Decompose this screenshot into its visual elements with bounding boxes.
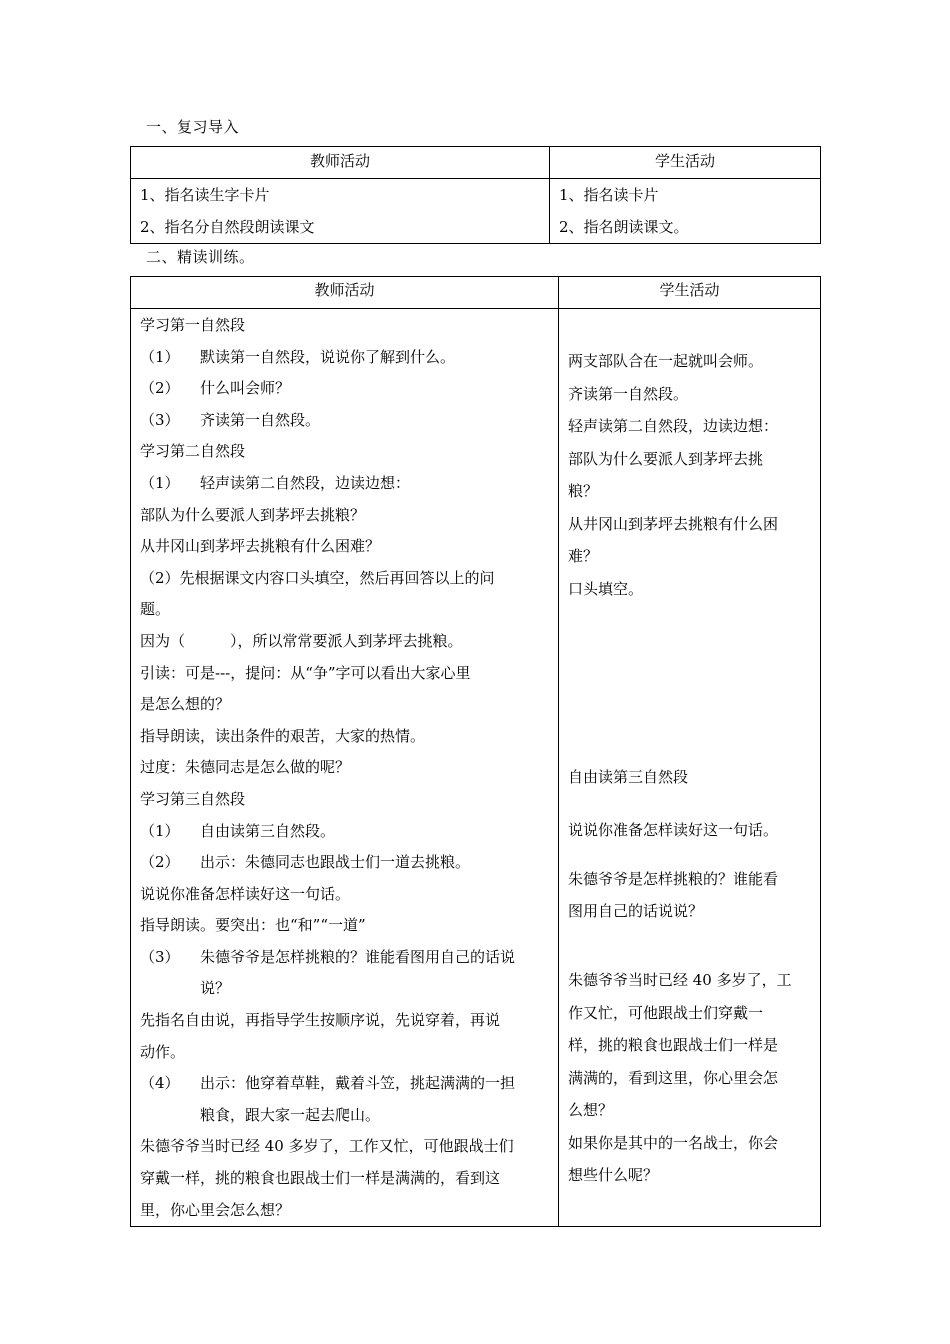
student-line: 粮？ — [568, 482, 599, 500]
teacher-line: 粮食，跟大家一起去爬山。 — [200, 1105, 381, 1124]
student-line: 部队为什么要派人到茅坪去挑 — [568, 449, 764, 468]
student-line: 想些什么呢？ — [568, 1166, 659, 1184]
item-number: （3） — [140, 410, 180, 429]
teacher-line: 学习第二自然段 — [140, 442, 246, 461]
teacher-line: 朱德爷爷当时已经 40 多岁了，工作又忙，可他跟战士们 — [140, 1137, 514, 1156]
teacher-line: （2） 什么叫会师？ — [140, 373, 558, 405]
student-line: 作又忙，可他跟战士们穿戴一 — [568, 1003, 764, 1022]
section2-heading: 二、精读训练。 — [146, 248, 255, 266]
teacher-line: 学习第三自然段 — [140, 789, 246, 808]
teacher-line: 先指名自由说，再指导学生按顺序说，先说穿着，再说 — [140, 1011, 501, 1030]
student-line: 口头填空。 — [568, 579, 644, 598]
teacher-line: 题。 — [140, 600, 171, 619]
teacher-activity-cell — [131, 309, 559, 1227]
teacher-activity-header: 教师活动 — [131, 147, 550, 179]
teacher-line: 因为（ ），所以常常要派人到茅坪去挑粮。 — [140, 631, 463, 650]
student-line: 图用自己的话说说？ — [568, 902, 704, 920]
teacher-line: 指导朗读，读出条件的艰苦，大家的热情。 — [140, 726, 426, 745]
section1-heading: 一、复习导入 — [146, 118, 240, 136]
teacher-line: （1） 自由读第三自然段。 — [140, 816, 558, 848]
teacher-line: （1） 默读第一自然段，说说你了解到什么。 — [140, 342, 558, 374]
student-line: 如果你是其中的一名战士，你会 — [568, 1133, 779, 1152]
student-line: 两支部队合在一起就叫会师。 — [568, 352, 764, 370]
review-table — [130, 146, 821, 244]
item-number: （3） — [140, 947, 180, 966]
teacher-line: （3） 朱德爷爷是怎样挑粮的？谁能看图用自己的话说 — [140, 942, 558, 974]
student-line: 轻声读第二自然段，边读边想： — [568, 417, 779, 435]
student-line: 样，挑的粮食也跟战士们一样是 — [568, 1036, 779, 1054]
student-line: 难？ — [568, 547, 599, 565]
teacher-line: （4） 出示：他穿着草鞋，戴着斗笠，挑起满满的一担 — [140, 1068, 558, 1100]
student-line: 说说你准备怎样读好这一句话。 — [568, 821, 779, 839]
teacher-line: 说？ — [200, 979, 231, 998]
student-line: 1、指名读卡片 — [559, 186, 659, 204]
student-line: 2、指名朗读课文。 — [559, 218, 689, 236]
teacher-line: 穿戴一样，挑的粮食也跟战士们一样是满满的，看到这 — [140, 1169, 501, 1188]
teacher-line: 学习第一自然段 — [140, 316, 246, 334]
item-number: （1） — [140, 821, 180, 840]
student-line: 么想？ — [568, 1101, 614, 1119]
student-line: 从井冈山到茅坪去挑粮有什么困 — [568, 514, 779, 533]
teacher-line: 指导朗读。要突出：也“和”“一道” — [140, 916, 366, 935]
student-activity-cell — [559, 309, 821, 1227]
student-line: 朱德爷爷当时已经 40 多岁了，工 — [568, 971, 792, 989]
teacher-line: （3） 齐读第一自然段。 — [140, 405, 558, 437]
teacher-line: 2、指名分自然段朗读课文 — [140, 218, 315, 236]
student-activity-cell — [550, 179, 821, 244]
intensive-reading-table — [130, 276, 821, 1227]
teacher-line: 部队为什么要派人到茅坪去挑粮？ — [140, 505, 366, 524]
item-number: （2） — [140, 379, 180, 398]
teacher-line: （1） 轻声读第二自然段，边读边想： — [140, 468, 558, 500]
item-number: （2） — [140, 853, 180, 872]
teacher-line: （2）先根据课文内容口头填空，然后再回答以上的问 — [140, 568, 495, 587]
student-activity-header: 学生活动 — [550, 147, 821, 179]
teacher-line: 动作。 — [140, 1042, 186, 1061]
item-number: （4） — [140, 1074, 180, 1093]
item-number: （1） — [140, 473, 180, 492]
student-line: 自由读第三自然段 — [568, 768, 689, 786]
teacher-line: 里，你心里会怎么想？ — [140, 1200, 291, 1219]
teacher-line: 过度：朱德同志是怎么做的呢？ — [140, 758, 351, 777]
teacher-line: 从井冈山到茅坪去挑粮有什么困难？ — [140, 537, 381, 556]
item-number: （1） — [140, 347, 180, 366]
student-line: 满满的，看到这里，你心里会怎 — [568, 1068, 779, 1087]
teacher-activity-header: 教师活动 — [131, 277, 559, 309]
teacher-line: 是怎么想的？ — [140, 695, 231, 714]
teacher-line: （2） 出示：朱德同志也跟战士们一道去挑粮。 — [140, 847, 558, 879]
student-activity-header: 学生活动 — [559, 277, 821, 309]
teacher-line: 引读：可是---，提问：从“争”字可以看出大家心里 — [140, 663, 471, 682]
student-line: 朱德爷爷是怎样挑粮的？谁能看 — [568, 870, 779, 888]
teacher-line: 1、指名读生字卡片 — [140, 186, 270, 204]
teacher-activity-cell — [131, 179, 550, 244]
teacher-line: 说说你准备怎样读好这一句话。 — [140, 884, 351, 903]
student-line: 齐读第一自然段。 — [568, 384, 689, 403]
